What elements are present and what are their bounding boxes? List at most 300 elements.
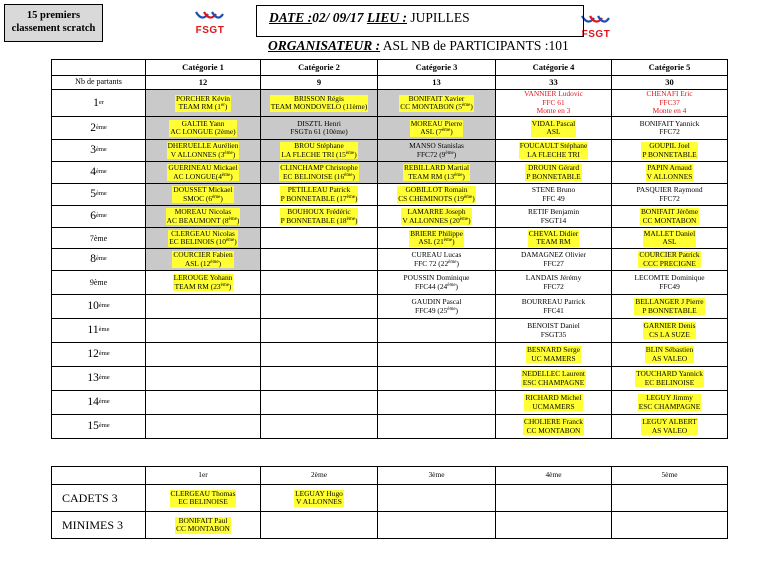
entry-club: FFC72	[659, 193, 680, 203]
entry-rank-suffix: er	[220, 103, 225, 108]
entry-name: FOUCAULT Stéphane	[519, 141, 588, 150]
entry-club: ASL (12	[184, 258, 211, 268]
result-cell	[496, 117, 612, 140]
entry-text	[169, 120, 236, 137]
entry-paren: )	[472, 193, 475, 203]
date-value: 02/ 09/17	[312, 10, 364, 25]
result-cell	[261, 249, 378, 271]
entry-paren: )	[455, 305, 459, 315]
result-cell	[378, 184, 496, 206]
entry-name: LAMARRE Joseph	[407, 207, 466, 216]
entry-text	[172, 251, 233, 268]
result-row	[52, 249, 728, 271]
entry-text	[173, 274, 234, 291]
result-cell	[146, 206, 261, 228]
entry-club: CC MONTABON	[176, 524, 230, 533]
entry-rank-suffix: ème	[228, 216, 237, 222]
rank-suffix: ème	[95, 190, 107, 197]
result-cell	[146, 391, 261, 415]
entry-text	[412, 297, 462, 315]
result-cell	[378, 249, 496, 271]
entry-note: Monte en 4	[652, 106, 687, 116]
entry-rank-suffix: ème	[212, 194, 221, 200]
entry-club: EC BELINOISE	[178, 497, 228, 506]
entry-club: FFC37	[659, 97, 680, 107]
partants-count: 30	[612, 76, 728, 90]
entry-club: V ALLONNES	[646, 171, 693, 181]
entry-club: ASL	[662, 237, 677, 246]
entry-name: COURCIER Patrick	[639, 250, 700, 259]
entry-paren: )	[354, 193, 358, 203]
partants-count: 13	[378, 76, 496, 90]
entry-club: FSGT35	[540, 329, 567, 339]
entry-name: MOREAU Pierre	[410, 118, 463, 128]
entry-text	[638, 394, 702, 411]
result-cell	[261, 415, 378, 439]
entry-paren: )	[352, 171, 355, 181]
result-cell	[496, 206, 612, 228]
entry-text	[168, 230, 237, 247]
entry-paren: )	[220, 193, 223, 203]
entry-name: PASQUIER Raymond	[636, 185, 703, 194]
rank-number: 5	[90, 188, 96, 200]
result-cell	[146, 162, 261, 184]
entry-club: FFC49	[659, 281, 680, 291]
entry-rank-suffix: ème	[346, 216, 355, 222]
logo-text: FSGT	[195, 25, 225, 36]
place-header: 5ème	[612, 467, 728, 485]
rank-suffix: ème	[98, 422, 110, 429]
result-cell	[146, 117, 261, 140]
result-cell	[612, 415, 728, 439]
entry-text	[519, 142, 589, 159]
entry-paren: )	[228, 281, 232, 291]
entry-name: LEROUGE Yohann	[173, 273, 233, 282]
entry-text	[167, 164, 238, 181]
result-cell	[378, 271, 496, 295]
entry-text	[532, 185, 575, 203]
rank-number: 6	[90, 210, 96, 222]
entry-name: MANSO Stanislas	[409, 141, 464, 150]
result-cell	[496, 184, 612, 206]
result-cell	[261, 271, 378, 295]
scratch-label	[4, 4, 103, 42]
result-row	[52, 367, 728, 391]
entry-name: BLIN Sébastien	[645, 345, 694, 354]
entry-name: POUSSIN Dominique	[403, 273, 470, 282]
result-cell	[496, 319, 612, 343]
result-row	[52, 319, 728, 343]
entry-name: NEDELLEC Laurent	[521, 369, 585, 378]
rank-number: 14	[87, 396, 99, 408]
entry-paren: )	[452, 237, 455, 246]
entry-name: DROUIN Gérard	[527, 163, 580, 172]
entry-name: MALLET Daniel	[643, 228, 696, 238]
category-header: Catégorie 4	[496, 60, 612, 76]
entry-text	[521, 250, 586, 268]
rank-cell	[52, 391, 146, 415]
organisateur-value: ASL NB de PARTICIPANTS :101	[382, 38, 569, 53]
entry-text	[170, 490, 237, 507]
result-cell	[612, 90, 728, 117]
entry-rank-suffix: ème	[210, 259, 219, 265]
entry-text	[636, 185, 702, 203]
entry-paren: )	[453, 149, 457, 159]
entry-name: BOUHOUX Frédéric	[287, 207, 351, 216]
entry-rank-suffix: ème	[221, 172, 231, 178]
entry-club: V ALLONNES (3	[170, 149, 225, 159]
organisateur-line	[268, 38, 569, 54]
entry-name: LANDAIS Jérémy	[525, 273, 582, 282]
entry-club: ASL	[546, 127, 561, 136]
entry-club: ESC CHAMPAGNE	[638, 401, 701, 411]
entry-rank-suffix: ème	[344, 172, 353, 178]
partants-label: Nb de partants	[52, 76, 146, 90]
result-cell	[146, 249, 261, 271]
entry-name: RETIF Benjamin	[527, 207, 580, 216]
lieu-label: LIEU :	[366, 10, 408, 25]
place-header: 1er	[146, 467, 261, 485]
entry-name: CLERGEAU Nicolas	[171, 228, 235, 238]
entry-name: RICHARD Michel	[525, 393, 582, 402]
date-box	[256, 5, 584, 37]
entry-paren: )	[234, 237, 237, 246]
entry-rank-suffix: ème	[345, 150, 355, 156]
entry-text	[645, 346, 694, 363]
entry-club: FFC41	[543, 305, 564, 315]
entry-name: BELLANGER J Pierre	[635, 297, 704, 306]
entry-rank-suffix: ème	[462, 103, 471, 108]
result-cell	[378, 391, 496, 415]
entry-text	[526, 346, 581, 363]
rank-cell	[52, 228, 146, 249]
result-cell	[378, 228, 496, 249]
organisateur-label: ORGANISATEUR :	[268, 38, 381, 53]
result-cell	[146, 343, 261, 367]
result-cell	[146, 415, 261, 439]
result-cell	[146, 485, 261, 512]
entry-name: VANNIER Ludovic	[524, 89, 583, 99]
result-cell	[378, 512, 496, 539]
entry-text	[646, 164, 694, 181]
result-cell	[261, 206, 378, 228]
result-cell	[261, 228, 378, 249]
entry-club: AS VALEO	[651, 425, 688, 435]
result-cell	[378, 485, 496, 512]
entry-club: ASL (21	[418, 237, 444, 246]
entry-name: CLINCHAMP Christophe	[280, 163, 358, 172]
entry-club: TEAM RM (13	[408, 171, 455, 181]
category-header: Catégorie 2	[261, 60, 378, 76]
result-cell	[261, 295, 378, 319]
partants-row	[52, 76, 728, 90]
result-cell	[496, 343, 612, 367]
entry-club: P BONNETABLE	[642, 149, 697, 159]
entry-club: CC MONTABON	[642, 215, 697, 225]
result-cell	[146, 228, 261, 249]
entry-text	[290, 119, 347, 137]
entry-paren: )	[455, 281, 459, 291]
rank-number: 11	[87, 324, 99, 336]
scratch-line-1: 15 premiers	[26, 10, 81, 21]
entry-text	[399, 95, 474, 112]
result-row	[52, 343, 728, 367]
rank-number: 1	[93, 96, 99, 109]
result-cell	[496, 228, 612, 249]
result-cell	[146, 319, 261, 343]
entry-club: P BONNETABLE (18	[280, 215, 347, 225]
entry-name: GUERINEAU Mickael	[168, 163, 238, 172]
entry-text	[523, 418, 584, 435]
entry-text	[521, 370, 586, 387]
entry-name: BRISSON Régis	[294, 93, 344, 103]
result-cell	[378, 319, 496, 343]
entry-rank-suffix: ème	[443, 238, 453, 243]
entry-club: P BONNETABLE	[642, 305, 697, 315]
rank-cell	[52, 184, 146, 206]
result-cell	[612, 117, 728, 140]
result-row	[52, 391, 728, 415]
entry-text	[294, 490, 344, 507]
entry-name: CHEVAL Didier	[528, 228, 579, 238]
entry-paren: )	[450, 127, 453, 136]
entry-club: AS VALEO	[651, 353, 688, 363]
result-cell	[378, 162, 496, 184]
result-cell	[378, 117, 496, 140]
entry-text	[635, 273, 705, 291]
entry-rank-suffix: ème	[441, 128, 451, 133]
entry-paren: )	[462, 171, 465, 181]
date-label: DATE :	[269, 10, 313, 25]
entry-name: REBILLARD Martial	[403, 163, 470, 172]
partants-count: 12	[146, 76, 261, 90]
entry-club: EC BELINOISE	[644, 377, 695, 387]
results-table	[51, 59, 728, 439]
result-cell	[146, 367, 261, 391]
entry-rank-suffix: ème	[454, 172, 463, 178]
result-row	[52, 184, 728, 206]
entry-name: CHENAFI Eric	[646, 89, 693, 99]
entry-text	[640, 119, 700, 137]
result-cell	[261, 117, 378, 140]
rank-number: 13	[87, 372, 99, 384]
rank-suffix: ème	[95, 146, 107, 153]
entry-name: BONIFAIT Yannick	[639, 118, 700, 128]
youth-header-row	[52, 467, 728, 485]
entry-text	[175, 517, 231, 534]
entry-paren: )	[230, 171, 233, 181]
entry-rank-suffix: ème	[459, 216, 469, 222]
result-cell	[378, 415, 496, 439]
result-cell	[378, 206, 496, 228]
result-cell	[261, 367, 378, 391]
entry-club: LA FLECHE TRI	[527, 149, 580, 159]
entry-name: CLERGEAU Thomas	[170, 488, 236, 498]
entry-name: DAMAGNEZ Olivier	[520, 250, 587, 259]
place-header: 4ème	[496, 467, 612, 485]
rank-number: 10	[87, 300, 99, 312]
entry-text	[270, 95, 369, 112]
result-cell	[496, 391, 612, 415]
rank-suffix: ème	[98, 398, 110, 405]
entry-paren: )	[224, 102, 228, 111]
entry-paren: )	[232, 149, 236, 159]
result-cell	[378, 140, 496, 162]
rank-number: 12	[87, 348, 99, 360]
entry-text	[403, 164, 470, 181]
result-cell	[378, 343, 496, 367]
result-cell	[261, 343, 378, 367]
result-cell	[612, 295, 728, 319]
partants-count: 33	[496, 76, 612, 90]
result-cell	[261, 391, 378, 415]
rank-number: 4	[90, 166, 96, 178]
entry-rank-suffix: ème	[220, 282, 229, 288]
entry-club: CC MONTABON	[526, 425, 581, 435]
result-cell	[146, 184, 261, 206]
entry-rank-suffix: ème	[463, 194, 473, 200]
result-cell	[261, 140, 378, 162]
entry-club: TEAM RM	[536, 237, 571, 246]
entry-club: CS LA SUZE	[649, 329, 690, 339]
rank-number: 2	[90, 121, 96, 134]
result-row	[52, 271, 728, 295]
entry-name: BRIERE Philippe	[410, 228, 463, 238]
entry-club: EC BELINOIS (10	[169, 237, 226, 246]
rank-number: 9ème	[89, 278, 108, 287]
rank-suffix: ème	[95, 255, 107, 262]
entry-text	[641, 142, 697, 159]
entry-text	[522, 297, 585, 315]
result-cell	[378, 295, 496, 319]
rank-suffix: ème	[95, 168, 107, 175]
rank-cell	[52, 249, 146, 271]
entry-text	[641, 418, 698, 435]
entry-text	[280, 142, 357, 159]
youth-row	[52, 512, 728, 539]
entry-name: BONIFAIT Paul	[178, 515, 228, 525]
entry-club: FFC49 (25	[414, 305, 448, 315]
entry-name: DOUSSET Mickael	[173, 185, 233, 194]
result-row	[52, 415, 728, 439]
result-cell	[612, 228, 728, 249]
entry-name: BONIFAIT Jérôme	[641, 207, 698, 216]
entry-name: LEGUY Jimmy	[646, 393, 693, 402]
fsgt-logo-left	[192, 10, 228, 40]
result-cell	[496, 512, 612, 539]
entry-rank-suffix: ème	[445, 150, 454, 156]
result-cell	[378, 367, 496, 391]
rank-suffix: ème	[98, 302, 110, 309]
entry-name: PORCHER Kévin	[176, 93, 230, 103]
entry-club: FFC 49	[542, 193, 565, 203]
entry-text	[531, 120, 576, 137]
entry-paren: )	[456, 258, 459, 268]
entry-name: MOREAU Nicolas	[174, 207, 232, 216]
entry-name: STENE Bruno	[531, 185, 576, 194]
entry-note: Monte en 3	[536, 106, 571, 116]
entry-name: GAUDIN Pascal	[411, 297, 462, 306]
rank-number: 8	[90, 253, 96, 265]
entry-club: TEAM RM (1	[178, 102, 221, 111]
entry-club: CC MONTABON (5	[400, 102, 463, 111]
result-cell	[612, 162, 728, 184]
result-row	[52, 117, 728, 140]
result-cell	[496, 162, 612, 184]
entry-text	[634, 298, 704, 315]
entry-paren: )	[354, 149, 357, 159]
entry-text	[524, 394, 582, 411]
category-header: Catégorie 1	[146, 60, 261, 76]
entry-rank-suffix: ème	[346, 194, 355, 200]
rank-cell	[52, 415, 146, 439]
entry-text	[401, 208, 471, 225]
entry-paren: )	[236, 215, 240, 225]
rank-suffix: ème	[98, 350, 110, 357]
result-cell	[146, 295, 261, 319]
result-cell	[612, 343, 728, 367]
result-cell	[146, 512, 261, 539]
entry-text	[397, 186, 476, 203]
entry-text	[280, 208, 359, 225]
entry-club: P BONNETABLE (17	[280, 193, 347, 203]
result-cell	[496, 415, 612, 439]
entry-text	[409, 141, 464, 159]
entry-name: DISZTL Henri	[297, 118, 341, 128]
result-cell	[612, 512, 728, 539]
corner-cell	[52, 467, 146, 485]
place-header: 3ème	[378, 467, 496, 485]
entry-club: FSGT14	[540, 215, 567, 225]
result-cell	[261, 485, 378, 512]
rank-suffix: ème	[98, 326, 110, 333]
result-cell	[496, 140, 612, 162]
rank-cell	[52, 367, 146, 391]
result-cell	[612, 367, 728, 391]
entry-club: CS CHEMINOTS (19	[398, 193, 464, 203]
entry-text	[643, 322, 697, 339]
entry-paren: )	[218, 258, 222, 268]
result-cell	[496, 295, 612, 319]
entry-name: BENOIST Daniel	[527, 321, 580, 330]
entry-paren: )	[468, 215, 471, 225]
rank-suffix: ème	[95, 123, 107, 131]
entry-club: FFC72 (9	[416, 149, 446, 159]
entry-text	[526, 273, 582, 291]
rank-cell	[52, 206, 146, 228]
rank-number: 3	[90, 144, 96, 156]
entry-name: PAPIN Arnaud	[647, 163, 692, 172]
rank-cell	[52, 117, 146, 140]
entry-club: TEAM RM (23	[174, 281, 221, 291]
result-cell	[496, 271, 612, 295]
logo-swoosh-icon	[580, 14, 610, 28]
entry-rank-suffix: ème	[447, 306, 456, 312]
entry-name: LEGUAY Hugo	[295, 488, 343, 498]
entry-name: VIDAL Pascal	[531, 118, 576, 128]
entry-text	[524, 90, 583, 107]
rank-cell	[52, 295, 146, 319]
entry-name: BESNARD Serge	[526, 345, 581, 354]
entry-club: UCMAMERS	[532, 401, 575, 411]
result-row	[52, 206, 728, 228]
result-row	[52, 295, 728, 319]
entry-name: GOUPIL Joel	[649, 141, 690, 150]
entry-club: SMOC (6	[183, 193, 213, 203]
corner-cell	[52, 60, 146, 76]
result-row	[52, 162, 728, 184]
entry-club: FFC44 (24	[414, 281, 448, 291]
